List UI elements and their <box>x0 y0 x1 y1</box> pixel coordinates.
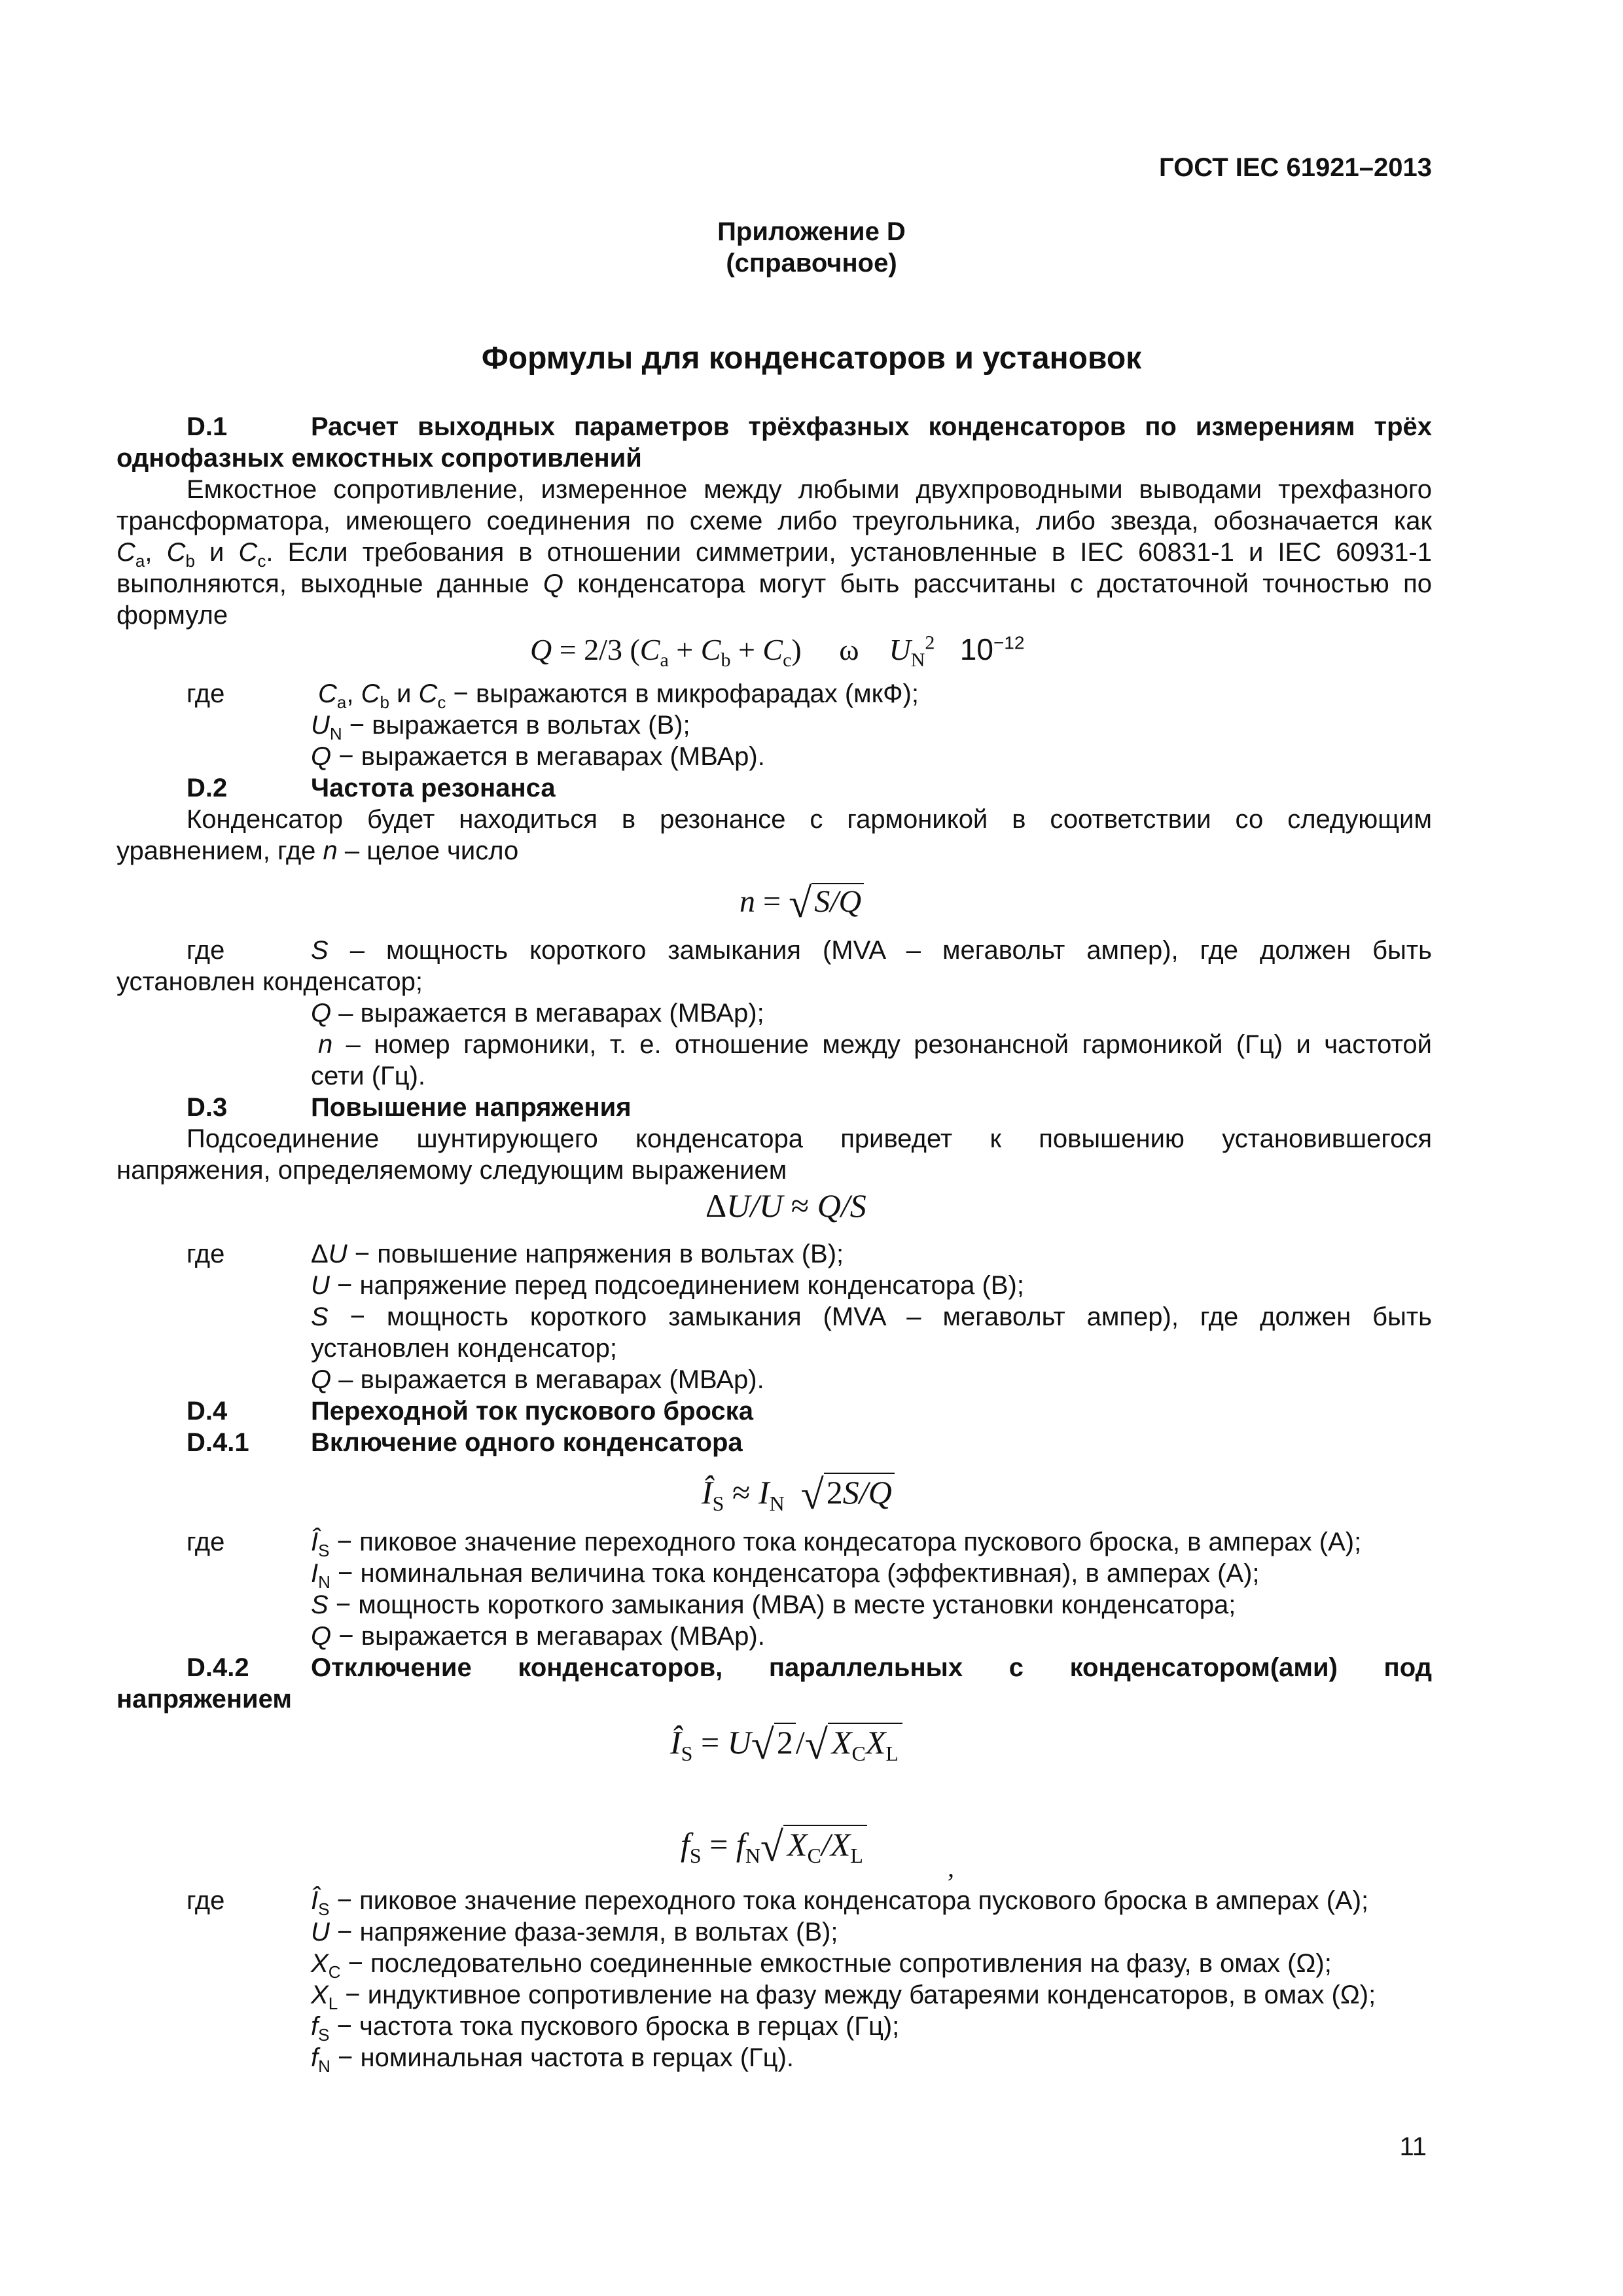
section-heading-d1-cont: однофазных емкостных сопротивлений <box>116 444 642 473</box>
formula-n: n = √S/Q <box>740 882 864 918</box>
definition-line: ΔU − повышение напряжения в вольтах (В); <box>311 1240 844 1268</box>
definition-line: $U_N$ − выражается в вольтах (В); <box>311 711 690 744</box>
definition-line: $X_C$ − последовательно соединенные емкостные сопротивления на фазу, в омах (Ω); <box>311 1949 1332 1982</box>
section-number-d42: D.4.2 <box>187 1653 249 1682</box>
paragraph-line: выполняются, выходные данные Q конденсатора могут быть рассчитаны с достаточной точностью по <box>116 569 1432 598</box>
section-heading-d2: Частота резонанса <box>311 774 556 802</box>
definition-line: $f_S$ − частота тока пускового броска в герцах (Гц); <box>311 2012 900 2045</box>
section-number-d4: D.4 <box>187 1397 228 1426</box>
paragraph-line: $C_a$, $C_b$ и $C_c$. Если требования в отношении симметрии, установленные в IEC 60831-1 и IEC 60931-1 <box>116 538 1432 571</box>
section-number-d3: D.3 <box>187 1093 228 1122</box>
definition-line: S – мощность короткого замыкания (MVA – мегавольт ампер), где должен быть <box>311 936 1432 965</box>
section-number-d1: D.1 <box>187 412 228 441</box>
where-label: где <box>187 679 225 708</box>
definition-line: $Î_S$ − пиковое значение переходного тока конденсатора пускового броска в амперах (А); <box>311 1886 1369 1919</box>
definition-line: Q − выражается в мегаварах (МВАр). <box>311 742 765 771</box>
section-heading-d1: Расчет выходных параметров трёхфазных конденсаторов по измерениям трёх <box>311 412 1432 441</box>
appendix-label: Приложение D <box>717 217 906 246</box>
where-label: где <box>187 1240 225 1268</box>
where-label: где <box>187 1528 225 1556</box>
definition-line: $f_N$ − номинальная частота в герцах (Гц). <box>311 2043 794 2076</box>
where-label: где <box>187 1886 225 1915</box>
formula-comma: , <box>948 1853 954 1882</box>
section-heading-d3: Повышение напряжения <box>311 1093 632 1122</box>
section-number-d41: D.4.1 <box>187 1428 249 1457</box>
paragraph-line: трансформатора, имеющего соединения по схеме либо треугольника, либо звезда, обозначается как <box>116 507 1432 535</box>
paragraph-line: Емкостное сопротивление, измеренное между любыми двухпроводными выводами трехфазного <box>187 475 1432 504</box>
definition-line: $X_L$ − индуктивное сопротивление на фазу между батареями конденсаторов, в омах (Ω); <box>311 1981 1376 2013</box>
section-heading-d42-cont: напряжением <box>116 1685 292 1713</box>
definition-line: Q − выражается в мегаварах (МВАр). <box>311 1622 765 1651</box>
definition-line: $I_N$ − номинальная величина тока конденсатора (эффективная), в амперах (А); <box>311 1559 1260 1592</box>
page-number: 11 <box>1399 2132 1427 2161</box>
formula-inrush-single: $Î_S \approx I_N$ √2S/Q <box>702 1474 895 1508</box>
paragraph-line: формуле <box>116 601 228 630</box>
section-number-d2: D.2 <box>187 774 228 802</box>
definition-line: установлен конденсатор; <box>116 967 423 996</box>
definition-line: n – номер гармоники, т. е. отношение между резонансной гармоникой (Гц) и частотой <box>318 1030 1432 1059</box>
definition-line: S − мощность короткого замыкания (MVA – мегавольт ампер), где должен быть <box>311 1302 1432 1331</box>
paragraph-line: Подсоединение шунтирующего конденсатора приведет к повышению установившегося <box>187 1124 1432 1153</box>
doc-code: ГОСТ IEC 61921–2013 <box>1159 153 1432 182</box>
page-title: Формулы для конденсаторов и установок <box>481 341 1142 376</box>
definition-line: Q – выражается в мегаварах (МВАр); <box>311 999 764 1028</box>
paragraph-line: напряжения, определяемому следующим выражением <box>116 1156 787 1185</box>
definition-line: сети (Гц). <box>311 1062 426 1090</box>
definition-line: установлен конденсатор; <box>311 1334 617 1363</box>
definition-line: Q – выражается в мегаварах (МВАр). <box>311 1365 764 1394</box>
definition-line: $C_a$, $C_b$ и $C_c$ − выражаются в микрофарадах (мкФ); <box>318 679 919 712</box>
definition-line: $Î_S$ − пиковое значение переходного тока кондесатора пускового броска, в амперах (А); <box>311 1528 1362 1560</box>
formula-q: Q = 2/3 $(C_a + C_b + C_c)$ ω $U_N^2$ $10^{-12}$ <box>530 632 1025 672</box>
section-heading-d41: Включение одного конденсатора <box>311 1428 743 1457</box>
section-heading-d4: Переходной ток пускового броска <box>311 1397 753 1426</box>
formula-inrush-parallel: $Î_S = U√2/√$ $X_CX_L$ <box>670 1724 902 1758</box>
formula-inrush-frequency: $f_S = f_N√$ $X_C/X_L$ <box>681 1826 867 1860</box>
where-label: где <box>187 936 225 965</box>
section-heading-d42: Отключение конденсаторов, параллельных с конденсатором(ами) под <box>311 1653 1432 1682</box>
paragraph-line: уравнением, где n – целое число <box>116 836 519 865</box>
paragraph-line: Конденсатор будет находиться в резонансе с гармоникой в соответствии со следующим <box>187 805 1432 834</box>
definition-line: U − напряжение перед подсоединением конденсатора (В); <box>311 1271 1024 1300</box>
formula-delta-u: ΔU/U ≈ Q/S <box>705 1187 866 1224</box>
appendix-kind: (справочное) <box>726 249 897 278</box>
definition-line: S − мощность короткого замыкания (МВА) в месте установки конденсатора; <box>311 1590 1236 1619</box>
definition-line: U − напряжение фаза-земля, в вольтах (В); <box>311 1918 838 1946</box>
